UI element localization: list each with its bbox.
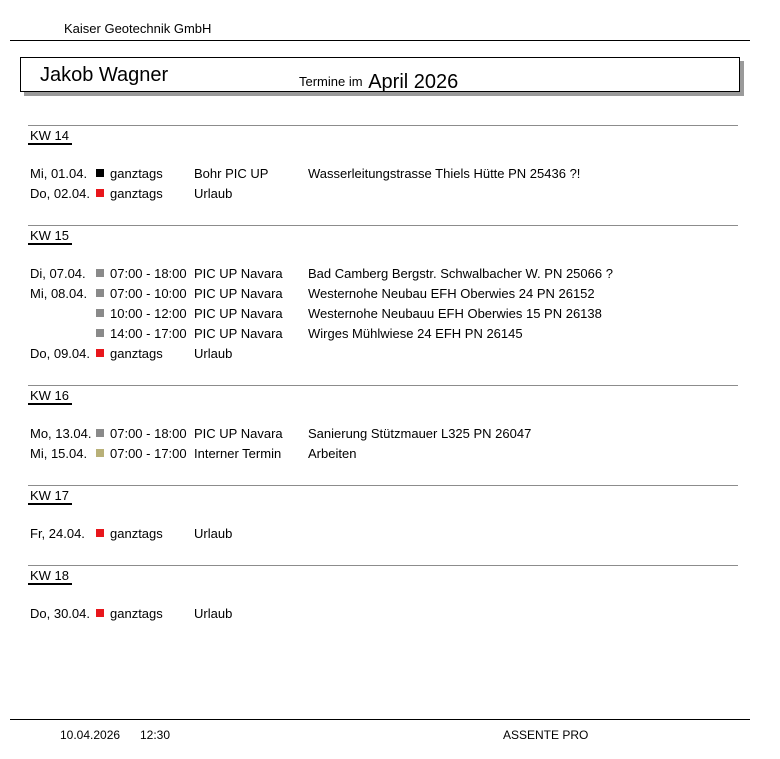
week-label: KW 15 (30, 228, 70, 243)
appointment-day: Mi, 01.04. (30, 166, 88, 181)
appointment-description: Wirges Mühlwiese 24 EFH PN 26145 (308, 326, 523, 341)
appointment-row[interactable] (0, 286, 780, 306)
week-divider (28, 385, 738, 386)
footer-time: 12:30 (140, 728, 171, 742)
appointment-row[interactable] (0, 426, 780, 446)
appointment-time: 14:00 - 17:00 (110, 326, 187, 341)
appointment-time: ganztags (110, 526, 163, 541)
category-color-square (96, 309, 104, 317)
appointment-time: 07:00 - 10:00 (110, 286, 187, 301)
appointment-day: Do, 09.04. (30, 346, 90, 361)
appointment-time: 07:00 - 18:00 (110, 266, 187, 281)
appointment-type: Urlaub (194, 346, 233, 361)
title-label-text: Termine im (299, 74, 363, 89)
category-color-square (96, 449, 104, 457)
appointment-description: Bad Camberg Bergstr. Schwalbacher W. PN 25066 ? (308, 266, 613, 281)
appointment-row[interactable] (0, 606, 780, 626)
appointment-day: Do, 02.04. (30, 186, 90, 201)
person-name: Jakob Wagner (40, 64, 169, 86)
week-label-underline (28, 143, 72, 145)
appointment-row[interactable] (0, 326, 780, 346)
appointment-type: PIC UP Navara (194, 426, 283, 441)
category-color-square (96, 169, 104, 177)
title-label (299, 69, 458, 92)
appointment-day: Mi, 15.04. (30, 446, 88, 461)
appointment-time: ganztags (110, 606, 163, 621)
header-divider (10, 40, 750, 41)
appointment-type: PIC UP Navara (194, 306, 283, 321)
week-divider (28, 125, 738, 126)
title-box (20, 57, 740, 92)
appointment-row[interactable] (0, 186, 780, 206)
week-divider (28, 225, 738, 226)
appointment-description: Wasserleitungstrasse Thiels Hütte PN 25436 ?! (308, 166, 581, 181)
appointment-time: ganztags (110, 346, 163, 361)
week-divider (28, 565, 738, 566)
company-name: Kaiser Geotechnik GmbH (64, 21, 212, 36)
appointment-type: PIC UP Navara (194, 326, 283, 341)
week-label: KW 16 (30, 388, 70, 403)
category-color-square (96, 189, 104, 197)
week-label-underline (28, 503, 72, 505)
week-label: KW 17 (30, 488, 70, 503)
appointment-type: Urlaub (194, 186, 233, 201)
week-label-underline (28, 403, 72, 405)
appointment-time: 10:00 - 12:00 (110, 306, 187, 321)
category-color-square (96, 269, 104, 277)
appointment-type: Urlaub (194, 526, 233, 541)
category-color-square (96, 289, 104, 297)
week-label: KW 18 (30, 568, 70, 583)
week-label-underline (28, 583, 72, 585)
appointment-type: PIC UP Navara (194, 286, 283, 301)
appointment-day: Mo, 13.04. (30, 426, 92, 441)
appointment-row[interactable] (0, 166, 780, 186)
category-color-square (96, 429, 104, 437)
appointment-description: Sanierung Stützmauer L325 PN 26047 (308, 426, 532, 441)
appointment-row[interactable] (0, 266, 780, 286)
appointment-time: ganztags (110, 166, 163, 181)
category-color-square (96, 349, 104, 357)
week-label-underline (28, 243, 72, 245)
appointment-description: Westernohe Neubauu EFH Oberwies 15 PN 26138 (308, 306, 602, 321)
appointment-day: Di, 07.04. (30, 266, 86, 281)
week-label: KW 14 (30, 128, 70, 143)
appointment-description: Arbeiten (308, 446, 357, 461)
footer-date: 10.04.2026 (60, 728, 121, 742)
footer-brand: ASSENTE PRO (503, 728, 589, 742)
appointment-time: ganztags (110, 186, 163, 201)
appointment-row[interactable] (0, 306, 780, 326)
appointment-type: Bohr PIC UP (194, 166, 269, 181)
appointment-day: Mi, 08.04. (30, 286, 88, 301)
appointment-type: PIC UP Navara (194, 266, 283, 281)
category-color-square (96, 609, 104, 617)
appointment-description: Westernohe Neubau EFH Oberwies 24 PN 26152 (308, 286, 595, 301)
title-month: April 2026 (368, 71, 459, 93)
week-divider (28, 485, 738, 486)
footer-divider (10, 719, 750, 720)
category-color-square (96, 529, 104, 537)
appointment-row[interactable] (0, 346, 780, 366)
appointment-row[interactable] (0, 526, 780, 546)
category-color-square (96, 329, 104, 337)
appointment-day: Fr, 24.04. (30, 526, 85, 541)
appointment-day: Do, 30.04. (30, 606, 90, 621)
appointment-time: 07:00 - 18:00 (110, 426, 187, 441)
appointment-row[interactable] (0, 446, 780, 466)
appointment-type: Interner Termin (194, 446, 282, 461)
appointment-type: Urlaub (194, 606, 233, 621)
appointment-time: 07:00 - 17:00 (110, 446, 187, 461)
